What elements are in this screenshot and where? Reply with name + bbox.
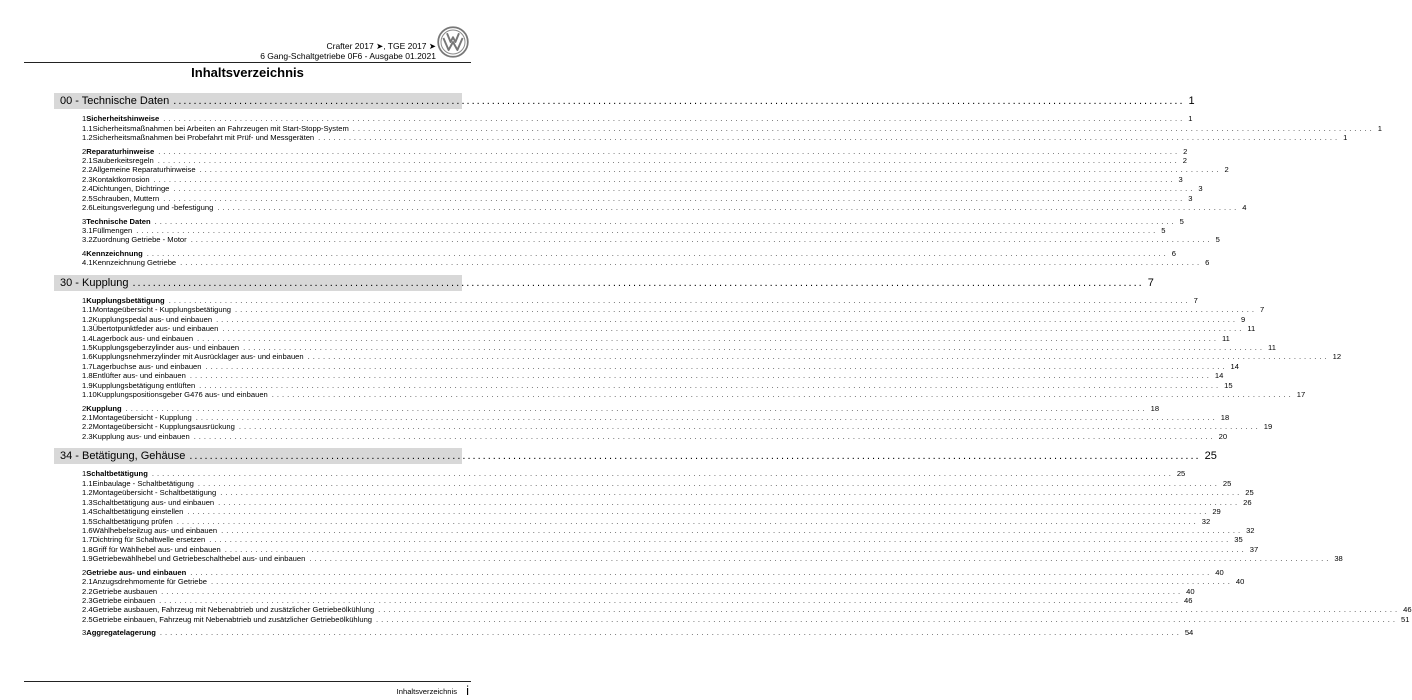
entry-number: 1.5 bbox=[82, 516, 93, 526]
entry-number: 3.2 bbox=[82, 235, 93, 245]
entry-page: 35 bbox=[1234, 535, 1243, 545]
toc-entry[interactable] bbox=[54, 226, 1166, 236]
entry-title: Kupplungsbetätigung bbox=[86, 295, 165, 305]
toc-entry[interactable] bbox=[54, 352, 1342, 362]
leader-dots: ........................................................................................................................................................................................................ bbox=[125, 403, 1148, 413]
toc-chapter[interactable] bbox=[54, 146, 1188, 156]
section-page: 1 bbox=[1188, 95, 1195, 107]
entry-title: Technische Daten bbox=[86, 216, 151, 226]
entry-title: Getriebe einbauen, Fahrzeug mit Nebenabtrieb und zusätzlicher Getriebeölkühlung bbox=[92, 614, 373, 624]
entry-number: 2.1 bbox=[82, 577, 93, 587]
entry-page: 1 bbox=[1343, 133, 1348, 143]
entry-title: Einbaulage - Schaltbetätigung bbox=[92, 478, 194, 488]
toc-entry[interactable] bbox=[54, 174, 1183, 184]
vw-logo-icon bbox=[437, 26, 469, 58]
entry-number: 2.3 bbox=[82, 431, 93, 441]
entry-title: Übertotpunktfeder aus- und einbauen bbox=[92, 324, 219, 334]
leader-dots: ........................................................................................................................................................................................................ bbox=[376, 614, 1398, 624]
entry-number: 1.8 bbox=[82, 371, 93, 381]
leader-dots: ........................................................................................................................................................................................................ bbox=[210, 577, 1233, 587]
entry-title: Kupplungspositionsgeber G476 aus- und einbauen bbox=[96, 390, 268, 400]
entry-title: Entlüfter aus- und einbauen bbox=[92, 371, 186, 381]
entry-number: 1.10 bbox=[82, 390, 97, 400]
entry-number: 2 bbox=[82, 146, 87, 156]
entry-page: 15 bbox=[1224, 380, 1233, 390]
entry-number: 1 bbox=[82, 295, 87, 305]
leader-dots: ........................................................................................................................................................................................................ bbox=[189, 450, 1201, 463]
leader-dots: ........................................................................................................................................................................................................ bbox=[238, 422, 1261, 432]
toc-entry[interactable] bbox=[54, 507, 1221, 517]
entry-title: Montageübersicht - Kupplung bbox=[92, 413, 192, 423]
leader-dots: ........................................................................................................................................................................................................ bbox=[221, 525, 1244, 535]
entry-number: 1.2 bbox=[82, 314, 93, 324]
entry-page: 18 bbox=[1220, 413, 1230, 423]
leader-dots: ........................................................................................................................................................................................................ bbox=[163, 193, 1186, 203]
toc-entry[interactable] bbox=[54, 596, 1193, 606]
toc-entry[interactable] bbox=[54, 165, 1229, 175]
entry-title: Kupplung aus- und einbauen bbox=[92, 431, 190, 441]
toc-entry[interactable] bbox=[54, 193, 1193, 203]
entry-number: 4.1 bbox=[82, 258, 93, 268]
entry-title: Kontaktkorrosion bbox=[92, 174, 150, 184]
section-heading[interactable] bbox=[54, 275, 1154, 291]
entry-number: 1.1 bbox=[82, 478, 93, 488]
leader-dots: ........................................................................................................................................................................................................ bbox=[154, 216, 1177, 226]
footer-page-number: i bbox=[466, 683, 469, 698]
leader-dots: ........................................................................................................................................................................................................ bbox=[307, 352, 1330, 362]
toc-chapter[interactable] bbox=[54, 295, 1198, 305]
toc-entry[interactable] bbox=[54, 577, 1245, 587]
entry-title: Kupplung bbox=[86, 403, 122, 413]
entry-number: 1.3 bbox=[82, 497, 93, 507]
section-title: 00 - Technische Daten bbox=[60, 95, 170, 107]
entry-page: 32 bbox=[1246, 525, 1255, 535]
toc-entry[interactable] bbox=[54, 390, 1306, 400]
entry-title: Schaltbetätigung bbox=[86, 469, 148, 479]
toc-entry[interactable] bbox=[54, 497, 1252, 507]
entry-number: 1.1 bbox=[82, 123, 93, 133]
toc-entry[interactable] bbox=[54, 333, 1230, 343]
section-title: 34 - Betätigung, Gehäuse bbox=[60, 450, 186, 463]
entry-title: Getriebe einbauen bbox=[92, 596, 156, 606]
toc-entry[interactable] bbox=[54, 184, 1203, 194]
toc-entry[interactable] bbox=[54, 235, 1220, 245]
leader-dots: ........................................................................................................................................................................................................ bbox=[309, 554, 1332, 564]
entry-title: Sicherheitsmaßnahmen bei Arbeiten an Fahrzeugen mit Start-Stopp-System bbox=[92, 123, 349, 133]
entry-page: 37 bbox=[1249, 544, 1259, 554]
leader-dots: ........................................................................................................................................................................................................ bbox=[159, 596, 1182, 606]
entry-number: 2.1 bbox=[82, 413, 93, 423]
entry-number: 1.4 bbox=[82, 507, 93, 517]
entry-title: Kennzeichnung Getriebe bbox=[92, 258, 177, 268]
entry-number: 1.6 bbox=[82, 352, 93, 362]
entry-page: 25 bbox=[1222, 478, 1232, 488]
entry-page: 3 bbox=[1188, 193, 1193, 203]
entry-number: 2.6 bbox=[82, 203, 93, 213]
leader-dots: ........................................................................................................................................................................................................ bbox=[173, 95, 1185, 107]
toc-entry[interactable] bbox=[54, 431, 1228, 441]
toc-chapter[interactable] bbox=[54, 469, 1186, 479]
entry-number: 2.4 bbox=[82, 184, 93, 194]
leader-dots: ........................................................................................................................................................................................................ bbox=[378, 605, 1401, 615]
entry-number: 2.2 bbox=[82, 165, 93, 175]
entry-number: 3 bbox=[82, 628, 87, 638]
leader-dots: ........................................................................................................................................................................................................ bbox=[136, 226, 1159, 236]
entry-page: 11 bbox=[1268, 342, 1276, 352]
entry-number: 1.2 bbox=[82, 488, 93, 498]
toc-entry[interactable] bbox=[54, 123, 1382, 133]
leader-dots: ........................................................................................................................................................................................................ bbox=[195, 413, 1218, 423]
entry-number: 2.1 bbox=[82, 155, 93, 165]
entry-number: 2.3 bbox=[82, 596, 93, 606]
entry-page: 40 bbox=[1215, 567, 1224, 577]
entry-title: Sauberkeitsregeln bbox=[92, 155, 154, 165]
section-heading[interactable] bbox=[54, 448, 1217, 464]
leader-dots: ........................................................................................................................................................................................................ bbox=[216, 314, 1239, 324]
leader-dots: ........................................................................................................................................................................................................ bbox=[222, 324, 1245, 334]
entry-page: 2 bbox=[1182, 155, 1187, 165]
entry-number: 1 bbox=[82, 469, 87, 479]
leader-dots: ........................................................................................................................................................................................................ bbox=[205, 361, 1228, 371]
entry-number: 1.6 bbox=[82, 525, 93, 535]
entry-title: Anzugsdrehmomente für Getriebe bbox=[92, 577, 207, 587]
toc-entry[interactable] bbox=[54, 422, 1273, 432]
entry-title: Dichtring für Schaltwelle ersetzen bbox=[92, 535, 206, 545]
table-of-contents bbox=[54, 85, 1412, 638]
entry-title: Aggregatelagerung bbox=[86, 628, 156, 638]
entry-page: 4 bbox=[1242, 203, 1247, 213]
leader-dots: ........................................................................................................................................................................................................ bbox=[190, 567, 1213, 577]
entry-title: Sicherheitsmaßnahmen bei Probefahrt mit Prüf- und Messgeräten bbox=[92, 133, 315, 143]
entry-title: Schaltbetätigung prüfen bbox=[92, 516, 173, 526]
leader-dots: ........................................................................................................................................................................................................ bbox=[224, 544, 1247, 554]
entry-page: 3 bbox=[1198, 184, 1203, 194]
entry-page: 40 bbox=[1235, 577, 1245, 587]
leader-dots: ........................................................................................................................................................................................................ bbox=[151, 469, 1174, 479]
entry-title: Schaltbetätigung einstellen bbox=[92, 507, 184, 517]
toc-entry[interactable] bbox=[54, 614, 1410, 624]
section-page: 7 bbox=[1147, 276, 1154, 289]
entry-page: 54 bbox=[1184, 628, 1194, 638]
entry-title: Getriebewählhebel und Getriebeschalthebel aus- und einbauen bbox=[92, 554, 306, 564]
toc-entry[interactable] bbox=[54, 554, 1343, 564]
leader-dots: ........................................................................................................................................................................................................ bbox=[176, 516, 1199, 526]
header-vehicle: Crafter 2017 ➤, TGE 2017 ➤ bbox=[326, 41, 436, 51]
toc-entry[interactable] bbox=[54, 586, 1195, 596]
entry-title: Lagerbock aus- und einbauen bbox=[92, 333, 194, 343]
leader-dots: ........................................................................................................................................................................................................ bbox=[352, 123, 1375, 133]
entry-title: Sicherheitshinweise bbox=[86, 114, 160, 124]
section-page: 25 bbox=[1204, 450, 1217, 463]
toc-entry[interactable] bbox=[54, 342, 1276, 352]
toc-chapter[interactable] bbox=[54, 216, 1184, 226]
entry-number: 1 bbox=[82, 114, 87, 124]
leader-dots: ........................................................................................................................................................................................................ bbox=[161, 586, 1184, 596]
toc-entry[interactable] bbox=[54, 478, 1232, 488]
footer-label: Inhaltsverzeichnis bbox=[396, 687, 457, 696]
entry-title: Kupplungsnehmerzylinder mit Ausrücklager aus- und einbauen bbox=[92, 352, 304, 362]
entry-page: 6 bbox=[1205, 258, 1210, 268]
toc-entry[interactable] bbox=[54, 324, 1256, 334]
toc-entry[interactable] bbox=[54, 488, 1254, 498]
entry-number: 3 bbox=[82, 216, 87, 226]
toc-entry[interactable] bbox=[54, 155, 1187, 165]
leader-dots: ........................................................................................................................................................................................................ bbox=[243, 342, 1266, 352]
entry-title: Montageübersicht - Kupplungsausrückung bbox=[92, 422, 235, 432]
entry-title: Lagerbuchse aus- und einbauen bbox=[92, 361, 202, 371]
entry-page: 1 bbox=[1188, 114, 1193, 124]
leader-dots: ........................................................................................................................................................................................................ bbox=[187, 507, 1210, 517]
entry-number: 3.1 bbox=[82, 226, 93, 236]
entry-page: 5 bbox=[1179, 216, 1184, 226]
leader-dots: ........................................................................................................................................................................................................ bbox=[199, 165, 1222, 175]
entry-number: 1.2 bbox=[82, 133, 93, 143]
entry-page: 40 bbox=[1186, 586, 1195, 596]
entry-page: 19 bbox=[1263, 422, 1273, 432]
leader-dots: ........................................................................................................................................................................................................ bbox=[132, 276, 1144, 289]
entry-number: 1.3 bbox=[82, 324, 93, 334]
entry-title: Kennzeichnung bbox=[86, 248, 143, 258]
entry-number: 2.3 bbox=[82, 174, 93, 184]
entry-title: Getriebe ausbauen, Fahrzeug mit Nebenabtrieb und zusätzlicher Getriebeölkühlung bbox=[92, 605, 375, 615]
leader-dots: ........................................................................................................................................................................................................ bbox=[157, 155, 1180, 165]
entry-page: 6 bbox=[1171, 248, 1176, 258]
entry-page: 32 bbox=[1201, 516, 1211, 526]
toc-entry[interactable] bbox=[54, 525, 1255, 535]
entry-page: 11 bbox=[1247, 324, 1256, 334]
leader-dots: ........................................................................................................................................................................................................ bbox=[235, 305, 1258, 315]
leader-dots: ........................................................................................................................................................................................................ bbox=[159, 628, 1182, 638]
header-manual: 6 Gang-Schaltgetriebe 0F6 - Ausgabe 01.2021 bbox=[260, 51, 436, 61]
page-header bbox=[0, 0, 495, 60]
entry-number: 2 bbox=[82, 567, 87, 577]
entry-number: 2.4 bbox=[82, 605, 93, 615]
entry-page: 11 bbox=[1222, 333, 1230, 343]
entry-page: 20 bbox=[1218, 431, 1228, 441]
toc-chapter[interactable] bbox=[54, 403, 1160, 413]
entry-title: Griff für Wählhebel aus- und einbauen bbox=[92, 544, 221, 554]
entry-page: 25 bbox=[1176, 469, 1186, 479]
leader-dots: ........................................................................................................................................................................................................ bbox=[199, 380, 1222, 390]
leader-dots: ........................................................................................................................................................................................................ bbox=[173, 184, 1196, 194]
toc-entry[interactable] bbox=[54, 305, 1265, 315]
entry-title: Leitungsverlegung und -befestigung bbox=[92, 203, 214, 213]
entry-title: Montageübersicht - Kupplungsbetätigung bbox=[92, 305, 232, 315]
entry-page: 14 bbox=[1230, 361, 1239, 371]
entry-number: 2.2 bbox=[82, 422, 93, 432]
leader-dots: ........................................................................................................................................................................................................ bbox=[220, 488, 1243, 498]
entry-title: Dichtungen, Dichtringe bbox=[92, 184, 170, 194]
toc-entry[interactable] bbox=[54, 535, 1243, 545]
toc-entry[interactable] bbox=[54, 516, 1211, 526]
toc-chapter[interactable] bbox=[54, 248, 1176, 258]
entry-number: 4 bbox=[82, 248, 87, 258]
entry-title: Reparaturhinweise bbox=[86, 146, 155, 156]
entry-title: Schrauben, Muttern bbox=[92, 193, 160, 203]
toc-entry[interactable] bbox=[54, 605, 1412, 615]
entry-number: 1.7 bbox=[82, 535, 93, 545]
entry-page: 7 bbox=[1193, 295, 1198, 305]
entry-number: 1.9 bbox=[82, 380, 93, 390]
entry-page: 38 bbox=[1334, 554, 1343, 564]
entry-number: 1.8 bbox=[82, 544, 93, 554]
entry-number: 1.5 bbox=[82, 342, 93, 352]
toc-entry[interactable] bbox=[54, 544, 1259, 554]
leader-dots: ........................................................................................................................................................................................................ bbox=[209, 535, 1232, 545]
toc-entry[interactable] bbox=[54, 133, 1348, 143]
header-rule bbox=[24, 62, 471, 63]
entry-title: Zuordnung Getriebe - Motor bbox=[92, 235, 187, 245]
toc-entry[interactable] bbox=[54, 361, 1239, 371]
toc-entry[interactable] bbox=[54, 314, 1246, 324]
leader-dots: ........................................................................................................................................................................................................ bbox=[146, 248, 1169, 258]
leader-dots: ........................................................................................................................................................................................................ bbox=[197, 478, 1220, 488]
leader-dots: ........................................................................................................................................................................................................ bbox=[271, 390, 1294, 400]
entry-page: 1 bbox=[1377, 123, 1382, 133]
leader-dots: ........................................................................................................................................................................................................ bbox=[190, 235, 1213, 245]
entry-number: 2.5 bbox=[82, 193, 93, 203]
toc-chapter[interactable] bbox=[54, 114, 1193, 124]
footer-rule bbox=[24, 681, 471, 682]
entry-title: Kupplungsbetätigung entlüften bbox=[92, 380, 196, 390]
leader-dots: ........................................................................................................................................................................................................ bbox=[318, 133, 1341, 143]
toc-entry[interactable] bbox=[54, 258, 1210, 268]
entry-page: 5 bbox=[1215, 235, 1220, 245]
entry-title: Schaltbetätigung aus- und einbauen bbox=[92, 497, 215, 507]
entry-page: 29 bbox=[1212, 507, 1221, 517]
entry-page: 46 bbox=[1184, 596, 1193, 606]
entry-title: Kupplungspedal aus- und einbauen bbox=[92, 314, 213, 324]
toc-chapter[interactable] bbox=[54, 628, 1194, 638]
leader-dots: ........................................................................................................................................................................................................ bbox=[163, 114, 1186, 124]
entry-page: 2 bbox=[1224, 165, 1229, 175]
toc-entry[interactable] bbox=[54, 380, 1233, 390]
leader-dots: ........................................................................................................................................................................................................ bbox=[197, 333, 1220, 343]
toc-entry[interactable] bbox=[54, 413, 1230, 423]
entry-page: 9 bbox=[1241, 314, 1246, 324]
leader-dots: ........................................................................................................................................................................................................ bbox=[158, 146, 1181, 156]
leader-dots: ........................................................................................................................................................................................................ bbox=[218, 497, 1241, 507]
entry-page: 46 bbox=[1403, 605, 1412, 615]
entry-title: Getriebe ausbauen bbox=[92, 586, 158, 596]
leader-dots: ........................................................................................................................................................................................................ bbox=[180, 258, 1203, 268]
toc-chapter[interactable] bbox=[54, 567, 1224, 577]
entry-page: 5 bbox=[1161, 226, 1166, 236]
entry-title: Getriebe aus- und einbauen bbox=[86, 567, 187, 577]
entry-page: 7 bbox=[1260, 305, 1265, 315]
entry-page: 51 bbox=[1400, 614, 1410, 624]
entry-number: 1.4 bbox=[82, 333, 93, 343]
toc-entry[interactable] bbox=[54, 371, 1224, 381]
leader-dots: ........................................................................................................................................................................................................ bbox=[217, 203, 1240, 213]
section-heading[interactable] bbox=[54, 93, 1195, 109]
entry-title: Füllmengen bbox=[92, 226, 133, 236]
page-title: Inhaltsverzeichnis bbox=[191, 65, 304, 80]
entry-title: Allgemeine Reparaturhinweise bbox=[92, 165, 196, 175]
entry-page: 14 bbox=[1214, 371, 1224, 381]
leader-dots: ........................................................................................................................................................................................................ bbox=[168, 295, 1191, 305]
entry-title: Wählhebelseilzug aus- und einbauen bbox=[92, 525, 218, 535]
entry-number: 2 bbox=[82, 403, 87, 413]
entry-number: 1.1 bbox=[82, 305, 93, 315]
entry-number: 1.9 bbox=[82, 554, 93, 564]
entry-page: 3 bbox=[1178, 174, 1183, 184]
entry-number: 2.2 bbox=[82, 586, 93, 596]
leader-dots: ........................................................................................................................................................................................................ bbox=[193, 431, 1216, 441]
entry-page: 17 bbox=[1296, 390, 1306, 400]
entry-title: Kupplungsgeberzylinder aus- und einbauen bbox=[92, 342, 240, 352]
entry-number: 1.7 bbox=[82, 361, 93, 371]
entry-page: 26 bbox=[1243, 497, 1252, 507]
entry-number: 2.5 bbox=[82, 614, 93, 624]
section-title: 30 - Kupplung bbox=[60, 276, 129, 289]
toc-entry[interactable] bbox=[54, 203, 1247, 213]
entry-page: 25 bbox=[1245, 488, 1254, 498]
leader-dots: ........................................................................................................................................................................................................ bbox=[189, 371, 1212, 381]
entry-page: 18 bbox=[1150, 403, 1160, 413]
entry-page: 2 bbox=[1183, 146, 1188, 156]
entry-page: 12 bbox=[1332, 352, 1342, 362]
entry-title: Montageübersicht - Schaltbetätigung bbox=[92, 488, 217, 498]
leader-dots: ........................................................................................................................................................................................................ bbox=[153, 174, 1176, 184]
